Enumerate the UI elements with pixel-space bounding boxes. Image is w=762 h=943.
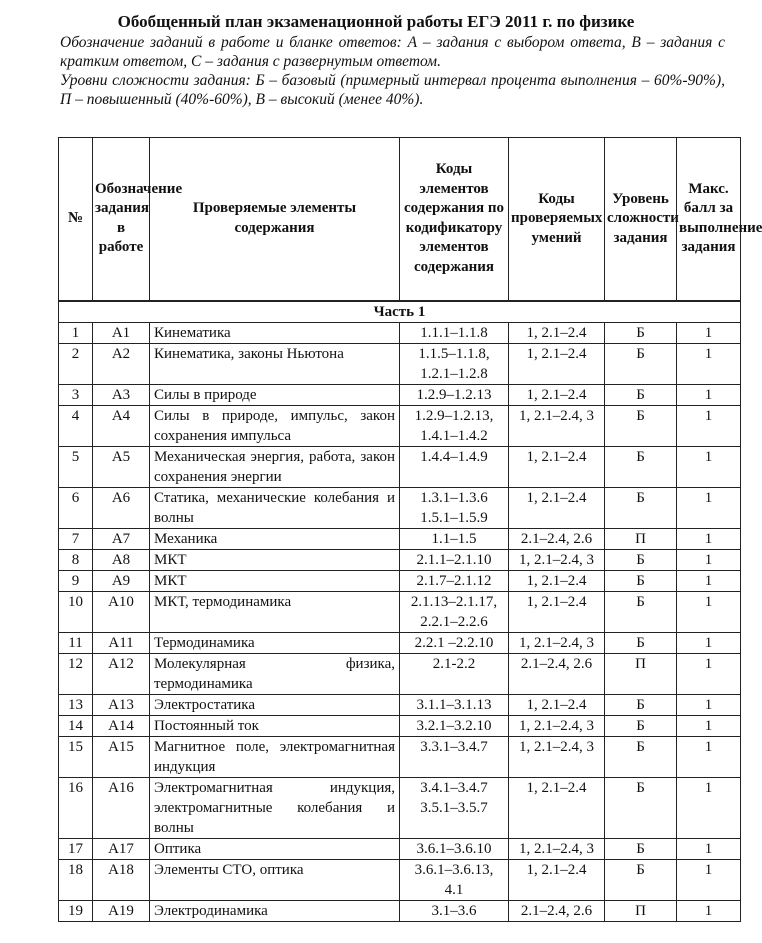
table-row: [59, 715, 741, 736]
cell-max-score: 1: [677, 736, 741, 777]
cell-content: Электромагнитная индукция, электромагнитные колебания и волны: [150, 777, 400, 838]
cell-content: МКТ: [150, 570, 400, 591]
cell-level: П: [605, 900, 677, 921]
cell-content: Электродинамика: [150, 900, 400, 921]
cell-content-codes: 2.1.13–2.1.17, 2.2.1–2.2.6: [400, 591, 509, 632]
intro-designations: Обозначение заданий в работе и бланке ответов: А – задания с выбором ответа, В – задания с кратким ответом, С – задания с развернутым ответом.: [60, 34, 725, 70]
cell-skill-codes: 1, 2.1–2.4, 3: [509, 838, 605, 859]
cell-task: A5: [93, 446, 150, 487]
cell-content: Магнитное поле, электромагнитная индукция: [150, 736, 400, 777]
cell-level: Б: [605, 570, 677, 591]
cell-content: Кинематика, законы Ньютона: [150, 343, 400, 384]
header-designation: Обозначение задания в работе: [93, 138, 150, 301]
table-row: [59, 838, 741, 859]
cell-skill-codes: 2.1–2.4, 2.6: [509, 653, 605, 694]
cell-task: A10: [93, 591, 150, 632]
table-row: [59, 900, 741, 921]
cell-level: Б: [605, 694, 677, 715]
table-row: [59, 736, 741, 777]
table-row: [59, 343, 741, 384]
cell-num: 14: [59, 715, 93, 736]
table-row: [59, 694, 741, 715]
cell-num: 8: [59, 549, 93, 570]
cell-max-score: 1: [677, 715, 741, 736]
cell-content: Оптика: [150, 838, 400, 859]
cell-task: A14: [93, 715, 150, 736]
intro-notes: [60, 33, 725, 109]
cell-num: 7: [59, 528, 93, 549]
cell-task: A13: [93, 694, 150, 715]
cell-content-codes: 1.1.5–1.1.8, 1.2.1–1.2.8: [400, 343, 509, 384]
table-row: [59, 859, 741, 900]
cell-content-codes: 2.1.1–2.1.10: [400, 549, 509, 570]
cell-skill-codes: 1, 2.1–2.4: [509, 384, 605, 405]
header-content-codes: Коды элементов содержания по кодификатору элементов содержания: [400, 138, 509, 301]
cell-level: Б: [605, 384, 677, 405]
cell-task: A4: [93, 405, 150, 446]
cell-skill-codes: 1, 2.1–2.4: [509, 694, 605, 715]
cell-task: A9: [93, 570, 150, 591]
cell-max-score: 1: [677, 487, 741, 528]
cell-num: 15: [59, 736, 93, 777]
cell-content-codes: 3.6.1–3.6.10: [400, 838, 509, 859]
header-level: Уровень сложности задания: [605, 138, 677, 301]
intro-difficulty-levels: Уровни сложности задания: Б – базовый (примерный интервал процента выполнения – 60%-90%), П – повышенный (40%-60%), В – высокий (менее 40%).: [60, 72, 725, 108]
cell-content: Постоянный ток: [150, 715, 400, 736]
cell-skill-codes: 1, 2.1–2.4: [509, 591, 605, 632]
table-header-row: [59, 138, 741, 301]
cell-num: 3: [59, 384, 93, 405]
header-max-score: Макс. балл за выполнение задания: [677, 138, 741, 301]
cell-content: Силы в природе: [150, 384, 400, 405]
cell-skill-codes: 1, 2.1–2.4, 3: [509, 715, 605, 736]
cell-num: 11: [59, 632, 93, 653]
table-row: [59, 405, 741, 446]
cell-task: A3: [93, 384, 150, 405]
cell-skill-codes: 1, 2.1–2.4: [509, 570, 605, 591]
table-row: [59, 570, 741, 591]
cell-num: 16: [59, 777, 93, 838]
cell-content: Термодинамика: [150, 632, 400, 653]
cell-skill-codes: 1, 2.1–2.4, 3: [509, 736, 605, 777]
cell-level: П: [605, 653, 677, 694]
cell-max-score: 1: [677, 343, 741, 384]
cell-content-codes: 2.1.7–2.1.12: [400, 570, 509, 591]
cell-level: Б: [605, 591, 677, 632]
cell-skill-codes: 1, 2.1–2.4, 3: [509, 549, 605, 570]
cell-content-codes: 3.2.1–3.2.10: [400, 715, 509, 736]
cell-skill-codes: 1, 2.1–2.4: [509, 859, 605, 900]
table-row: [59, 653, 741, 694]
cell-max-score: 1: [677, 405, 741, 446]
cell-task: A16: [93, 777, 150, 838]
cell-content-codes: 1.3.1–1.3.6 1.5.1–1.5.9: [400, 487, 509, 528]
cell-level: Б: [605, 446, 677, 487]
cell-max-score: 1: [677, 446, 741, 487]
cell-num: 2: [59, 343, 93, 384]
cell-task: A17: [93, 838, 150, 859]
cell-max-score: 1: [677, 549, 741, 570]
table-body: [59, 301, 741, 922]
cell-num: 5: [59, 446, 93, 487]
cell-task: A2: [93, 343, 150, 384]
cell-task: A8: [93, 549, 150, 570]
cell-content: Кинематика: [150, 322, 400, 343]
cell-skill-codes: 1, 2.1–2.4: [509, 343, 605, 384]
cell-content-codes: 1.2.9–1.2.13, 1.4.1–1.4.2: [400, 405, 509, 446]
cell-max-score: 1: [677, 632, 741, 653]
table-row: [59, 632, 741, 653]
cell-skill-codes: 2.1–2.4, 2.6: [509, 900, 605, 921]
cell-content: Электростатика: [150, 694, 400, 715]
cell-task: A18: [93, 859, 150, 900]
cell-level: Б: [605, 322, 677, 343]
cell-level: Б: [605, 405, 677, 446]
cell-num: 19: [59, 900, 93, 921]
cell-content-codes: 3.3.1–3.4.7: [400, 736, 509, 777]
cell-max-score: 1: [677, 900, 741, 921]
cell-content-codes: 3.1.1–3.1.13: [400, 694, 509, 715]
cell-num: 10: [59, 591, 93, 632]
exam-plan-table: [58, 137, 762, 922]
cell-max-score: 1: [677, 591, 741, 632]
cell-num: 13: [59, 694, 93, 715]
cell-level: Б: [605, 715, 677, 736]
table-row: [59, 446, 741, 487]
cell-level: Б: [605, 487, 677, 528]
header-skill-codes: Коды проверяемых умений: [509, 138, 605, 301]
cell-skill-codes: 1, 2.1–2.4: [509, 446, 605, 487]
cell-content-codes: 2.2.1 –2.2.10: [400, 632, 509, 653]
cell-task: A1: [93, 322, 150, 343]
table-row: [59, 528, 741, 549]
cell-num: 17: [59, 838, 93, 859]
cell-content-codes: 1.4.4–1.4.9: [400, 446, 509, 487]
cell-skill-codes: 1, 2.1–2.4: [509, 487, 605, 528]
cell-max-score: 1: [677, 384, 741, 405]
table-row: [59, 487, 741, 528]
cell-content-codes: 3.4.1–3.4.7 3.5.1–3.5.7: [400, 777, 509, 838]
cell-skill-codes: 2.1–2.4, 2.6: [509, 528, 605, 549]
table-row: [59, 384, 741, 405]
cell-num: 1: [59, 322, 93, 343]
cell-num: 12: [59, 653, 93, 694]
cell-content: Механическая энергия, работа, закон сохранения энергии: [150, 446, 400, 487]
cell-task: A11: [93, 632, 150, 653]
cell-level: Б: [605, 343, 677, 384]
cell-num: 18: [59, 859, 93, 900]
cell-num: 4: [59, 405, 93, 446]
cell-content: Силы в природе, импульс, закон сохранения импульса: [150, 405, 400, 446]
cell-content-codes: 1.1.1–1.1.8: [400, 322, 509, 343]
cell-task: A7: [93, 528, 150, 549]
cell-content: Механика: [150, 528, 400, 549]
cell-skill-codes: 1, 2.1–2.4, 3: [509, 632, 605, 653]
cell-level: Б: [605, 736, 677, 777]
part-1-label: Часть 1: [59, 301, 741, 323]
cell-max-score: 1: [677, 653, 741, 694]
header-num: №: [59, 138, 93, 301]
part-1-row: [59, 301, 741, 323]
cell-num: 6: [59, 487, 93, 528]
cell-skill-codes: 1, 2.1–2.4: [509, 777, 605, 838]
cell-content: МКТ, термодинамика: [150, 591, 400, 632]
cell-skill-codes: 1, 2.1–2.4, 3: [509, 405, 605, 446]
cell-level: Б: [605, 632, 677, 653]
cell-task: A6: [93, 487, 150, 528]
cell-num: 9: [59, 570, 93, 591]
cell-level: Б: [605, 838, 677, 859]
table-row: [59, 777, 741, 838]
cell-content-codes: 3.6.1–3.6.13, 4.1: [400, 859, 509, 900]
cell-content-codes: 2.1-2.2: [400, 653, 509, 694]
cell-content: Элементы СТО, оптика: [150, 859, 400, 900]
cell-task: A19: [93, 900, 150, 921]
table-row: [59, 591, 741, 632]
cell-max-score: 1: [677, 528, 741, 549]
cell-task: A12: [93, 653, 150, 694]
cell-content: МКТ: [150, 549, 400, 570]
cell-task: A15: [93, 736, 150, 777]
table-row: [59, 322, 741, 343]
cell-level: Б: [605, 777, 677, 838]
cell-max-score: 1: [677, 570, 741, 591]
cell-max-score: 1: [677, 777, 741, 838]
cell-max-score: 1: [677, 859, 741, 900]
header-content: Проверяемые элементы содержания: [150, 138, 400, 301]
cell-max-score: 1: [677, 838, 741, 859]
cell-content-codes: 3.1–3.6: [400, 900, 509, 921]
cell-content: Статика, механические колебания и волны: [150, 487, 400, 528]
cell-level: Б: [605, 859, 677, 900]
cell-content-codes: 1.1–1.5: [400, 528, 509, 549]
cell-content: Молекулярная физика, термодинамика: [150, 653, 400, 694]
cell-level: П: [605, 528, 677, 549]
cell-content-codes: 1.2.9–1.2.13: [400, 384, 509, 405]
cell-max-score: 1: [677, 322, 741, 343]
cell-max-score: 1: [677, 694, 741, 715]
page-title: Обобщенный план экзаменационной работы ЕГЭ 2011 г. по физике: [117, 12, 635, 31]
table-row: [59, 549, 741, 570]
cell-skill-codes: 1, 2.1–2.4: [509, 322, 605, 343]
cell-level: Б: [605, 549, 677, 570]
